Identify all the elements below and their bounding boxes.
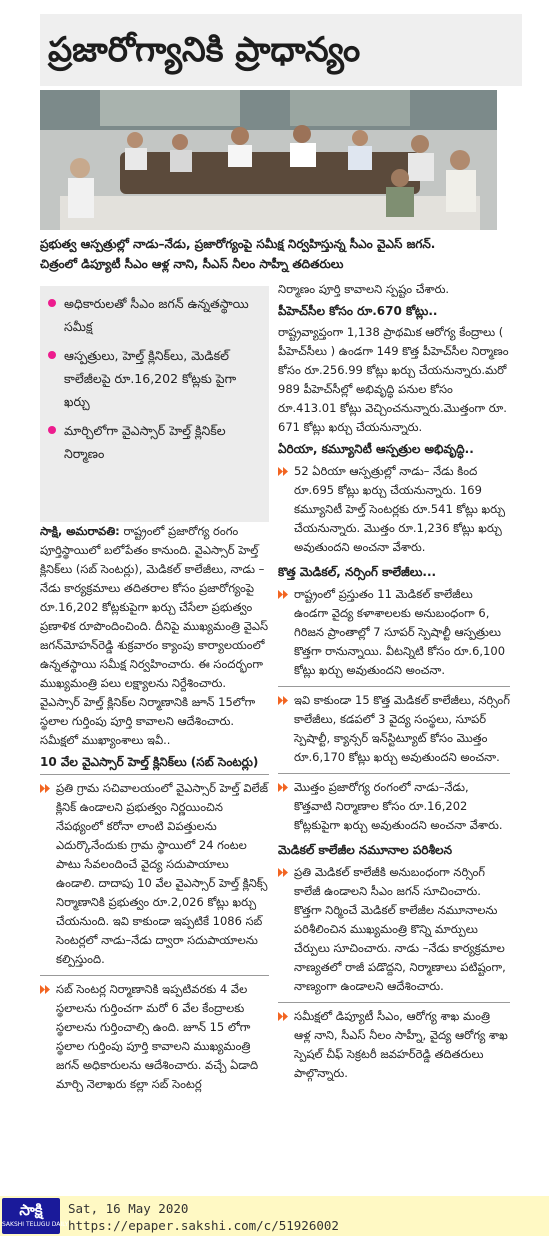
bullet-dot-icon <box>48 426 56 434</box>
subheading: 10 వేల వైఎస్సార్ హెల్త్ క్లినిక్‌లు (సబ్ సెంటర్లు) <box>40 755 259 769</box>
divider <box>278 1002 510 1003</box>
highlights-box <box>40 286 269 522</box>
subheading: ఏరియా, కమ్యూనిటీ ఆస్పత్రుల అభివృద్ధి.. <box>278 442 474 456</box>
headline: ప్రజారోగ్యానికి ప్రాధాన్యం <box>40 14 522 86</box>
arrow-bullet-icon <box>278 696 288 705</box>
paragraph: రాష్ట్రవ్యాప్తంగా 1,138 ప్రాథమిక ఆరోగ్య కేంద్రాలు ( పీహెచ్‌సీలు ) ఉండగా 149 కొత్త పీహెచ్‌సీల నిర్మాణం కోసం రూ.256.99 కోట్లు ఖర్చు చేయనున్నారు.మరో 989 పీహెచ్‌సీల్లో అభివృద్ధి పనుల కోసం రూ.413.01 కోట్లు వెచ్చించనున్నారు.మొత్తంగా రూ. 671 కోట్లు ఖర్చు చేయనున్నారు. <box>278 325 509 434</box>
list-item: రాష్ట్రంలో ప్రస్తుతం 11 మెడికల్ కాలేజీలు ఉండగా వైద్య కళాశాలలకు అనుబంధంగా 6, గిరిజన ప్రాంతాల్లో 7 సూపర్ స్పెషాల్టీ ఆస్పత్రులు కొత్తగా రానున్నాయి. వీటన్నిటి కోసం రూ.6,100 కోట్లు ఖర్చు అవుతుందని అంచనా. <box>278 585 510 680</box>
divider <box>278 773 510 774</box>
sakshi-logo[interactable] <box>2 1198 69 1234</box>
subheading: కొత్త మెడికల్, నర్సింగ్ కాలేజీలు... <box>278 565 437 579</box>
highlight-item: మార్చిలోగా వైఎస్సార్ హెల్త్ క్లినిక్‌ల నిర్మాణం <box>48 419 261 465</box>
meeting-photo <box>40 90 497 230</box>
divider <box>40 774 269 775</box>
epaper-link[interactable]: https://epaper.sakshi.com/c/51926002 <box>68 1218 339 1233</box>
caption-line-1: ప్రభుత్వ ఆస్పత్రుల్లో నాడు–నేడు, ప్రజారోగ్యంపై సమీక్ష నిర్వహిస్తున్న సీఎం వైఎస్ జగన్. <box>40 237 436 251</box>
intro-paragraph: సాక్షి, అమరావతి: రాష్ట్రంలో ప్రజారోగ్య రంగం పూర్తిస్థాయిలో బలోపేతం కానుంది. వైఎస్సార్ హెల్త్ క్లినిక్‌లు (సబ్ సెంటర్లు), మెడికల్ కాలేజీలు, నాడు –నేడు కార్యక్రమాలు తదితరాల కోసం ప్రజారోగ్యంపై రూ.16,202 కోట్లకుపైగా ఖర్చు చేసేలా ప్రభుత్వం ప్రణాళిక రూపొందించింది. దీనిపై ముఖ్యమంత్రి వైఎస్ జగన్‌మోహన్‌రెడ్డి శుక్రవారం క్యాంపు కార్యాలయంలో ఉన్నతస్థాయి సమీక్ష నిర్వహించారు. ఈ సందర్భంగా ముఖ్యమంత్రి పలు లక్ష్యాలను నిర్దేశించారు. వైఎస్సార్ హెల్త్ క్లినిక్‌ల నిర్మాణానికి జూన్ 15లోగా స్థలాల గుర్తింపు పూర్తి కావాలని ఆదేశించారు. సమీక్షలో ముఖ్యాంశాలు ఇవీ.. <box>40 524 269 747</box>
list-item: మొత్తం ప్రజారోగ్య రంగంలో నాడు–నేడు, కొత్తవాటి నిర్మాణాల కోసం రూ.16,202 కోట్లకుపైగా ఖర్చు అవుతుందని అంచనా వేశారు. <box>278 778 510 835</box>
arrow-bullet-icon <box>40 784 50 793</box>
caption-line-2: చిత్రంలో డిప్యూటీ సీఎం ఆళ్ల నాని, సీఎస్ నీలం సాహ్నీ తదితరులు <box>40 257 344 271</box>
bullet-dot-icon <box>48 299 56 307</box>
list-item: ఇవి కాకుండా 15 కొత్త మెడికల్ కాలేజీలు, నర్సింగ్ కాలేజీలు, కడపలో 3 వైద్య సంస్థలు, సూపర్ స్పెషాల్టీ, క్యాన్సర్ ఇన్‌స్టిట్యూట్ కోసం మొత్తం రూ.6,170 కోట్లు ఖర్చు అవుతుందని అంచనా. <box>278 691 510 767</box>
left-column <box>40 522 269 1100</box>
bullet-dot-icon <box>48 351 56 359</box>
right-column <box>278 282 510 1089</box>
divider <box>278 686 510 687</box>
footer-info <box>68 1200 339 1234</box>
list-item: సమీక్షలో డిప్యూటీ సీఎం, ఆరోగ్య శాఖ మంత్రి ఆళ్ల నాని, సీఎస్ నీలం సాహ్నీ, వైద్య ఆరోగ్య శాఖ స్పెషల్ చీఫ్ సెక్రటరీ జవహర్‌రెడ్డి తదితరులు పాల్గొన్నారు. <box>278 1007 510 1083</box>
logo-subtitle: SAKSHI TELUGU DAILY <box>2 1221 69 1228</box>
subheading: మెడికల్ కాలేజీల నమూనాల పరిశీలన <box>278 843 452 857</box>
list-item: 52 ఏరియా ఆస్పత్రుల్లో నాడు– నేడు కింద రూ.695 కోట్లు ఖర్చు చేయనున్నారు. 169 కమ్యూనిటీ హెల్త్ సెంటర్లకు రూ.541 కోట్లు ఖర్చు చేయనున్నారు. మొత్తం రూ.1,236 కోట్లు ఖర్చు అవుతుందని అంచనా వేశారు. <box>278 462 510 557</box>
edition-date: Sat, 16 May 2020 <box>68 1201 189 1216</box>
logo-text: సాక్షి <box>19 1201 43 1219</box>
arrow-bullet-icon <box>278 783 288 792</box>
arrow-bullet-icon <box>278 467 288 476</box>
lead-line: నిర్మాణం పూర్తి కావాలని స్పష్టం చేశారు. <box>278 282 450 296</box>
subheading: పీహెచ్‌సీల కోసం రూ.670 కోట్లు.. <box>278 304 438 318</box>
list-item: సబ్ సెంటర్ల నిర్మాణానికి ఇప్పటివరకు 4 వేల స్థలాలను గుర్తించగా మరో 6 వేల కేంద్రాలకు స్థలాలను గుర్తించాల్సి ఉంది. జూన్ 15 లోగా స్థలాల గుర్తింపు పూర్తి కావాలని ముఖ్యమంత్రి జగన్ అధికారులను ఆదేశించారు. వచ్చే ఏడాది మార్చి నెలాఖరు కల్లా సబ్ సెంటర్ల <box>40 980 269 1094</box>
highlight-item: అధికారులతో సీఎం జగన్ ఉన్నతస్థాయి సమీక్ష <box>48 292 261 338</box>
arrow-bullet-icon <box>278 590 288 599</box>
arrow-bullet-icon <box>278 1012 288 1021</box>
list-item: ప్రతి గ్రామ సచివాలయంలో వైఎస్సార్ హెల్త్ విలేజ్ క్లినిక్ ఉండాలని ప్రభుత్వం నిర్ణయించిన నేపథ్యంలో కరోనా లాంటి విపత్తులను ఎదుర్కొనేందుకు గ్రామ స్థాయిలో 24 గంటల పాటు సేవలందించే వైద్య సదుపాయాలు ఉండాలి. దాదాపు 10 వేల వైఎస్సార్ హెల్త్ క్లినిక్స్ నిర్మాణానికి ప్రభుత్వం రూ.2,026 కోట్లు ఖర్చు చేయనుంది. ఇవి కాకుండా ఇప్పటికే 1086 సబ్ సెంటర్లలో నాడు–నేడు ద్వారా సదుపాయాలను కల్పిస్తుంది. <box>40 779 269 969</box>
arrow-bullet-icon <box>278 868 288 877</box>
dateline: సాక్షి, అమరావతి: <box>40 524 120 538</box>
photo-caption <box>40 234 510 274</box>
list-item: ప్రతి మెడికల్ కాలేజీకి అనుబంధంగా నర్సింగ్ కాలేజీ ఉండాలని సీఎం జగన్ సూచించారు. కొత్తగా నిర్మించే మెడికల్ కాలేజీల నమూనాలను పరిశీలించిన ముఖ్యమంత్రి కొన్ని మార్పులు చేర్పులు సూచించారు. నాడు –నేడు కార్యక్రమాల నాణ్యతలో రాజీ పడొద్దని, నిర్మాణాలు పటిష్టంగా, నాణ్యంగా ఉండాలని ఆదేశించారు. <box>278 863 510 996</box>
arrow-bullet-icon <box>40 985 50 994</box>
divider <box>40 975 269 976</box>
highlight-item: ఆస్పత్రులు, హెల్త్ క్లినిక్‌లు, మెడికల్ కాలేజీలపై రూ.16,202 కోట్లకు పైగా ఖర్చు <box>48 344 261 413</box>
